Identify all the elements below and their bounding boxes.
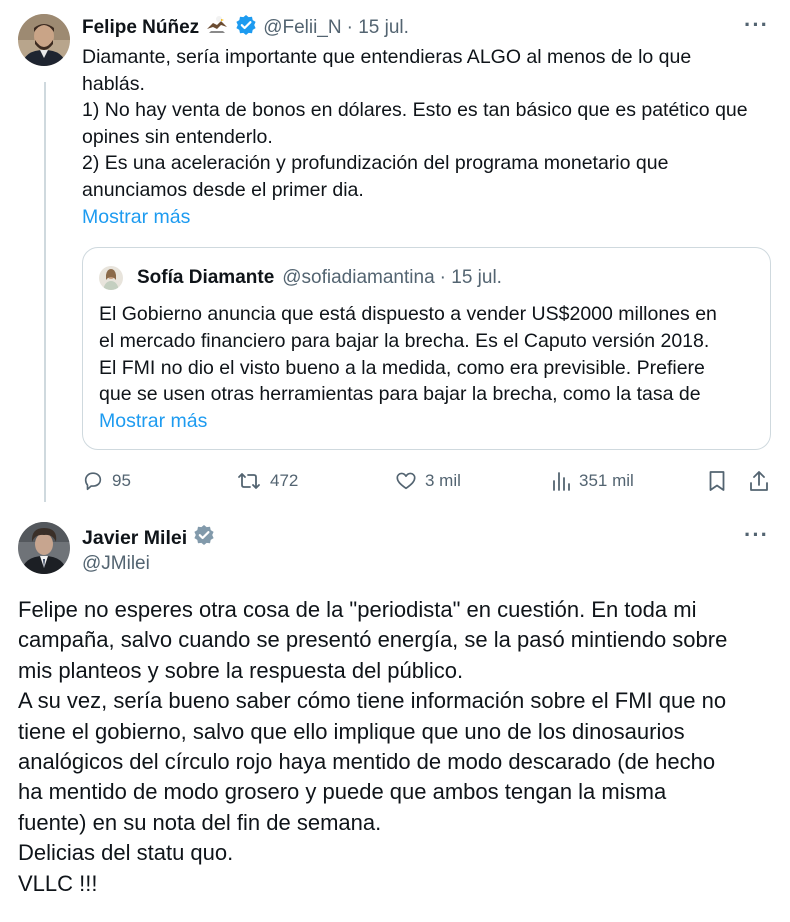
- tweet-text-line: Delicias del statu quo.: [18, 840, 234, 866]
- tweet-text-line: hablás.: [82, 72, 145, 95]
- tweet-text-line: 1) No hay venta de bonos en dólares. Esto es tan básico que es patético que: [82, 99, 748, 122]
- views-count: 351 mil: [579, 471, 634, 490]
- thread-line: [44, 82, 46, 502]
- author-avatar[interactable]: [18, 14, 70, 66]
- author-handle[interactable]: @Felii_N: [263, 17, 342, 38]
- tweet-text: [18, 595, 778, 899]
- verified-badge-icon[interactable]: [235, 14, 257, 42]
- tweet-text-line: A su vez, sería bueno saber cómo tiene información sobre el FMI que no: [18, 688, 727, 714]
- retweet-button[interactable]: [236, 466, 298, 496]
- tweet-text-line: ha mentido de modo grosero y puede que ambos tengan la misma: [18, 779, 667, 805]
- quoted-text-line: El FMI no dio el visto bueno a la medida, como era previsible. Prefiere: [99, 356, 705, 379]
- retweet-count: 472: [270, 471, 299, 490]
- reply-button[interactable]: [82, 466, 131, 496]
- quoted-tweet-header: [99, 266, 502, 290]
- tweet-text-line: Diamante, sería importante que entendieras ALGO al menos de lo que: [82, 46, 692, 68]
- show-more-link[interactable]: Mostrar más: [82, 205, 191, 228]
- quoted-text-line: el mercado financiero para bajar la brecha. Es el Caputo versión 2018.: [99, 329, 710, 352]
- heart-icon: [395, 470, 417, 492]
- quoted-text-line: El Gobierno anuncia que está dispuesto a vender US$2000 millones en: [99, 303, 717, 325]
- quoted-tweet-date: · 15 jul.: [439, 267, 502, 288]
- tweet-text-line: 2) Es una aceleración y profundización del programa monetario que: [82, 152, 669, 175]
- tweet-text: [82, 44, 782, 230]
- share-icon: [748, 469, 770, 493]
- more-options-icon[interactable]: ···: [744, 522, 769, 547]
- author-handle[interactable]: @JMilei: [82, 553, 150, 574]
- like-count: 3 mil: [425, 471, 461, 490]
- quoted-author-handle[interactable]: @sofiadiamantina: [282, 267, 435, 288]
- tweet-text-line: mis planteos y sobre la respuesta del público.: [18, 657, 464, 683]
- tweet-header: [82, 524, 215, 552]
- more-options-icon[interactable]: ···: [744, 12, 769, 37]
- tweet-text-line: campaña, salvo cuando se presentó energía, se la pasó mintiendo sobre: [18, 627, 728, 653]
- author-name[interactable]: Felipe Núñez: [82, 17, 200, 38]
- bookmark-icon: [707, 469, 727, 493]
- share-button[interactable]: [748, 466, 770, 496]
- tweet-text-line: Felipe no esperes otra cosa de la "periodista" en cuestión. En toda mi: [18, 597, 697, 622]
- views-chart-icon: [551, 470, 571, 492]
- tweet-text-line: analógicos del círculo rojo haya mentido de modo descarado (de hecho: [18, 749, 716, 775]
- quoted-tweet-card[interactable]: [82, 247, 771, 450]
- bookmark-button[interactable]: [707, 466, 727, 496]
- author-avatar[interactable]: [18, 522, 70, 574]
- eagle-icon: [205, 13, 229, 43]
- quoted-show-more-link[interactable]: Mostrar más: [99, 410, 208, 433]
- tweet-header: [82, 14, 409, 42]
- reply-icon: [82, 470, 104, 492]
- tweet-text-line: fuente) en su nota del fin de semana.: [18, 809, 382, 835]
- quoted-author-name[interactable]: Sofía Diamante: [137, 267, 275, 288]
- tweet-text-line: opines sin entenderlo.: [82, 125, 273, 148]
- like-button[interactable]: [395, 466, 461, 496]
- quoted-text-line: que se usen otras herramientas para bajar la brecha, como la tasa de: [99, 383, 701, 406]
- views-button[interactable]: [551, 466, 634, 496]
- author-name[interactable]: Javier Milei: [82, 526, 188, 549]
- tweet-text-line: VLLC !!!: [18, 870, 98, 896]
- verified-badge-icon[interactable]: [193, 524, 215, 552]
- quoted-author-avatar[interactable]: [99, 266, 123, 290]
- retweet-icon: [236, 470, 262, 492]
- tweet-date[interactable]: · 15 jul.: [346, 17, 409, 38]
- tweet-action-bar: [0, 466, 790, 496]
- reply-count: 95: [112, 471, 131, 490]
- tweet-text-line: anunciamos desde el primer dia.: [82, 178, 364, 201]
- quoted-tweet-text: [99, 301, 759, 435]
- tweet-text-line: tiene el gobierno, salvo que ello implique que uno de los dinosaurios: [18, 718, 685, 744]
